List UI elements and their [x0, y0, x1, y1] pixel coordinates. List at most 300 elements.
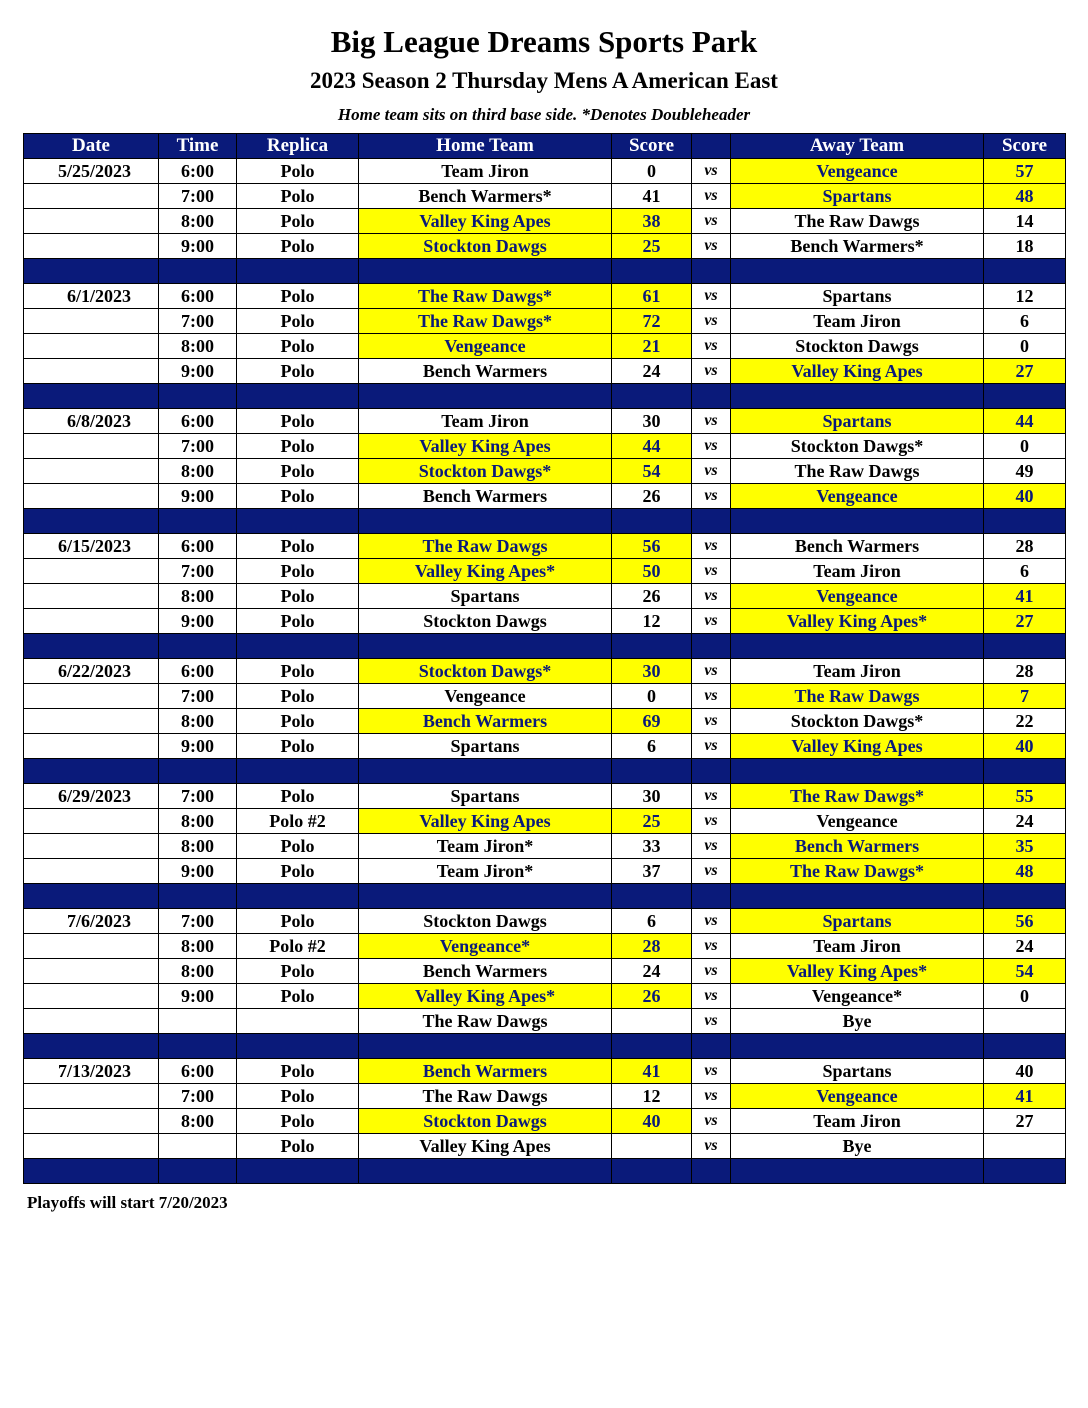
home-score: 12: [612, 1084, 692, 1109]
game-row: [24, 209, 1066, 234]
away-score: [984, 1134, 1066, 1159]
page-title: Big League Dreams Sports Park: [330, 24, 758, 59]
vs-label: vs: [692, 334, 731, 359]
home-team: Valley King Apes*: [359, 984, 612, 1009]
vs-label: vs: [692, 784, 731, 809]
game-time: 9:00: [159, 484, 237, 509]
away-team: The Raw Dawgs*: [731, 859, 984, 884]
game-replica: Polo: [237, 984, 359, 1009]
game-replica: Polo: [237, 1084, 359, 1109]
col-home-team: Home Team: [359, 134, 612, 159]
game-replica: Polo: [237, 209, 359, 234]
home-score: 30: [612, 659, 692, 684]
home-team: Bench Warmers*: [359, 184, 612, 209]
separator-cell: [731, 1034, 984, 1059]
game-time: 6:00: [159, 659, 237, 684]
away-score: 6: [984, 309, 1066, 334]
game-replica: Polo: [237, 909, 359, 934]
game-replica: Polo: [237, 659, 359, 684]
separator-cell: [359, 884, 612, 909]
separator-cell: [159, 759, 237, 784]
header-row: [24, 134, 1066, 159]
col-vs: [692, 134, 731, 159]
game-time: 6:00: [159, 1059, 237, 1084]
home-team: Valley King Apes: [359, 1134, 612, 1159]
game-date: [24, 234, 159, 259]
vs-label: vs: [692, 959, 731, 984]
separator-cell: [159, 634, 237, 659]
game-replica: Polo: [237, 234, 359, 259]
away-team: Spartans: [731, 909, 984, 934]
game-time: 7:00: [159, 434, 237, 459]
game-date: [24, 809, 159, 834]
separator-cell: [237, 1034, 359, 1059]
vs-label: vs: [692, 609, 731, 634]
away-team: Vengeance*: [731, 984, 984, 1009]
vs-label: vs: [692, 1084, 731, 1109]
game-time: [159, 1134, 237, 1159]
separator-cell: [692, 1159, 731, 1184]
vs-label: vs: [692, 284, 731, 309]
away-score: 12: [984, 284, 1066, 309]
home-score: 38: [612, 209, 692, 234]
game-replica: Polo: [237, 1059, 359, 1084]
vs-label: vs: [692, 734, 731, 759]
away-team: Bench Warmers*: [731, 234, 984, 259]
away-team: Valley King Apes*: [731, 609, 984, 634]
vs-label: vs: [692, 984, 731, 1009]
vs-label: vs: [692, 159, 731, 184]
game-replica: Polo: [237, 559, 359, 584]
vs-label: vs: [692, 859, 731, 884]
game-time: 9:00: [159, 609, 237, 634]
separator-cell: [612, 634, 692, 659]
game-replica: Polo: [237, 284, 359, 309]
game-date: [24, 209, 159, 234]
game-row: [24, 159, 1066, 184]
away-team: Spartans: [731, 409, 984, 434]
away-team: Team Jiron: [731, 659, 984, 684]
vs-label: vs: [692, 584, 731, 609]
away-score: 24: [984, 809, 1066, 834]
game-replica: Polo: [237, 309, 359, 334]
home-score: 0: [612, 159, 692, 184]
week-separator: [24, 1034, 1066, 1059]
game-replica: Polo: [237, 459, 359, 484]
away-score: 41: [984, 1084, 1066, 1109]
separator-cell: [984, 1034, 1066, 1059]
game-replica: Polo: [237, 1109, 359, 1134]
game-replica: Polo: [237, 584, 359, 609]
home-team: Vengeance: [359, 334, 612, 359]
game-date: [24, 484, 159, 509]
separator-cell: [612, 259, 692, 284]
vs-label: vs: [692, 534, 731, 559]
week-separator: [24, 1159, 1066, 1184]
away-score: 49: [984, 459, 1066, 484]
separator-cell: [692, 759, 731, 784]
away-team: The Raw Dawgs: [731, 459, 984, 484]
game-replica: Polo: [237, 709, 359, 734]
home-team: Stockton Dawgs: [359, 1109, 612, 1134]
home-team: Bench Warmers: [359, 1059, 612, 1084]
game-date: 5/25/2023: [24, 159, 159, 184]
away-score: 7: [984, 684, 1066, 709]
away-score: 40: [984, 1059, 1066, 1084]
separator-cell: [159, 1159, 237, 1184]
game-time: 9:00: [159, 859, 237, 884]
home-score: 25: [612, 809, 692, 834]
away-score: 18: [984, 234, 1066, 259]
home-score: 41: [612, 184, 692, 209]
separator-cell: [24, 759, 159, 784]
separator-cell: [731, 509, 984, 534]
home-score: 12: [612, 609, 692, 634]
home-score: [612, 1134, 692, 1159]
game-time: 8:00: [159, 209, 237, 234]
separator-cell: [984, 384, 1066, 409]
game-time: 7:00: [159, 909, 237, 934]
game-date: [24, 1009, 159, 1034]
vs-label: vs: [692, 659, 731, 684]
away-score: 35: [984, 834, 1066, 859]
vs-label: vs: [692, 1109, 731, 1134]
game-row: [24, 984, 1066, 1009]
game-time: 7:00: [159, 1084, 237, 1109]
away-score: 57: [984, 159, 1066, 184]
game-date: [24, 459, 159, 484]
game-date: 6/15/2023: [24, 534, 159, 559]
game-date: [24, 734, 159, 759]
home-team: Stockton Dawgs*: [359, 459, 612, 484]
game-date: [24, 1109, 159, 1134]
home-team: Bench Warmers: [359, 709, 612, 734]
game-date: 6/1/2023: [24, 284, 159, 309]
game-time: 8:00: [159, 809, 237, 834]
away-team: Team Jiron: [731, 309, 984, 334]
game-date: 6/29/2023: [24, 784, 159, 809]
separator-cell: [984, 759, 1066, 784]
game-date: [24, 584, 159, 609]
separator-cell: [159, 509, 237, 534]
away-score: 56: [984, 909, 1066, 934]
game-date: [24, 959, 159, 984]
game-row: [24, 184, 1066, 209]
home-score: 24: [612, 359, 692, 384]
away-team: Vengeance: [731, 484, 984, 509]
game-time: 7:00: [159, 309, 237, 334]
game-time: 9:00: [159, 359, 237, 384]
separator-cell: [359, 384, 612, 409]
game-row: [24, 1134, 1066, 1159]
separator-cell: [159, 384, 237, 409]
away-score: 54: [984, 959, 1066, 984]
game-date: [24, 859, 159, 884]
game-time: 6:00: [159, 534, 237, 559]
home-team: Bench Warmers: [359, 484, 612, 509]
separator-cell: [24, 1034, 159, 1059]
home-score: 30: [612, 409, 692, 434]
game-date: [24, 334, 159, 359]
game-time: 8:00: [159, 334, 237, 359]
separator-cell: [692, 1034, 731, 1059]
separator-cell: [24, 884, 159, 909]
home-team: Valley King Apes: [359, 434, 612, 459]
home-score: 21: [612, 334, 692, 359]
col-home-score: Score: [612, 134, 692, 159]
home-score: 24: [612, 959, 692, 984]
away-team: Bye: [731, 1009, 984, 1034]
separator-cell: [159, 1034, 237, 1059]
vs-label: vs: [692, 234, 731, 259]
game-replica: [237, 1009, 359, 1034]
game-row: [24, 234, 1066, 259]
game-date: [24, 184, 159, 209]
game-date: [24, 1084, 159, 1109]
vs-label: vs: [692, 209, 731, 234]
vs-label: vs: [692, 809, 731, 834]
game-row: [24, 1109, 1066, 1134]
away-score: 22: [984, 709, 1066, 734]
game-row: [24, 709, 1066, 734]
game-row: [24, 659, 1066, 684]
away-score: [984, 1009, 1066, 1034]
home-score: 37: [612, 859, 692, 884]
separator-cell: [731, 259, 984, 284]
game-time: 8:00: [159, 459, 237, 484]
away-team: Bye: [731, 1134, 984, 1159]
game-date: [24, 609, 159, 634]
vs-label: vs: [692, 459, 731, 484]
game-replica: Polo: [237, 434, 359, 459]
game-time: 6:00: [159, 284, 237, 309]
game-row: [24, 584, 1066, 609]
game-replica: Polo: [237, 359, 359, 384]
game-time: 8:00: [159, 1109, 237, 1134]
col-replica: Replica: [237, 134, 359, 159]
game-row: [24, 334, 1066, 359]
week-separator: [24, 384, 1066, 409]
away-team: Valley King Apes*: [731, 959, 984, 984]
separator-cell: [612, 509, 692, 534]
col-date: Date: [24, 134, 159, 159]
game-row: [24, 359, 1066, 384]
separator-cell: [24, 259, 159, 284]
game-row: [24, 734, 1066, 759]
separator-cell: [612, 1159, 692, 1184]
game-date: 6/8/2023: [24, 409, 159, 434]
separator-cell: [237, 259, 359, 284]
game-replica: Polo: [237, 184, 359, 209]
away-team: Team Jiron: [731, 934, 984, 959]
game-row: [24, 784, 1066, 809]
separator-cell: [237, 384, 359, 409]
game-replica: Polo #2: [237, 934, 359, 959]
home-score: 41: [612, 1059, 692, 1084]
game-replica: Polo: [237, 834, 359, 859]
home-team: Team Jiron: [359, 409, 612, 434]
home-team: Valley King Apes: [359, 809, 612, 834]
game-date: [24, 684, 159, 709]
game-time: 8:00: [159, 584, 237, 609]
home-score: 6: [612, 909, 692, 934]
week-separator: [24, 884, 1066, 909]
away-team: Stockton Dawgs*: [731, 709, 984, 734]
separator-cell: [359, 259, 612, 284]
away-score: 0: [984, 984, 1066, 1009]
away-score: 28: [984, 659, 1066, 684]
separator-cell: [692, 384, 731, 409]
game-date: [24, 834, 159, 859]
home-team: Team Jiron*: [359, 834, 612, 859]
game-replica: Polo: [237, 409, 359, 434]
game-date: [24, 1134, 159, 1159]
game-date: [24, 559, 159, 584]
vs-label: vs: [692, 409, 731, 434]
game-time: 7:00: [159, 184, 237, 209]
separator-cell: [159, 259, 237, 284]
separator-cell: [237, 509, 359, 534]
schedule-table: [23, 133, 1066, 1184]
separator-cell: [984, 1159, 1066, 1184]
away-team: Team Jiron: [731, 1109, 984, 1134]
game-replica: Polo: [237, 334, 359, 359]
vs-label: vs: [692, 359, 731, 384]
game-row: [24, 684, 1066, 709]
home-team: Spartans: [359, 584, 612, 609]
game-replica: Polo: [237, 1134, 359, 1159]
vs-label: vs: [692, 1059, 731, 1084]
separator-cell: [692, 634, 731, 659]
away-team: Vengeance: [731, 159, 984, 184]
vs-label: vs: [692, 309, 731, 334]
game-replica: Polo: [237, 609, 359, 634]
game-row: [24, 559, 1066, 584]
game-replica: Polo: [237, 784, 359, 809]
separator-cell: [731, 759, 984, 784]
col-away-score: Score: [984, 134, 1066, 159]
game-date: 7/6/2023: [24, 909, 159, 934]
week-separator: [24, 259, 1066, 284]
away-score: 48: [984, 859, 1066, 884]
home-team: Bench Warmers: [359, 359, 612, 384]
separator-cell: [692, 884, 731, 909]
game-row: [24, 1009, 1066, 1034]
game-replica: Polo: [237, 534, 359, 559]
separator-cell: [24, 634, 159, 659]
away-score: 14: [984, 209, 1066, 234]
home-score: 26: [612, 584, 692, 609]
vs-label: vs: [692, 934, 731, 959]
away-team: Vengeance: [731, 584, 984, 609]
separator-cell: [237, 634, 359, 659]
separator-cell: [24, 1159, 159, 1184]
game-row: [24, 1084, 1066, 1109]
separator-cell: [359, 1159, 612, 1184]
home-score: 56: [612, 534, 692, 559]
separator-cell: [24, 509, 159, 534]
home-score: 26: [612, 984, 692, 1009]
vs-label: vs: [692, 909, 731, 934]
col-away-team: Away Team: [731, 134, 984, 159]
away-team: The Raw Dawgs*: [731, 784, 984, 809]
vs-label: vs: [692, 559, 731, 584]
game-date: 7/13/2023: [24, 1059, 159, 1084]
away-score: 28: [984, 534, 1066, 559]
away-team: Stockton Dawgs: [731, 334, 984, 359]
separator-cell: [359, 634, 612, 659]
home-score: [612, 1009, 692, 1034]
away-team: Valley King Apes: [731, 359, 984, 384]
home-score: 0: [612, 684, 692, 709]
home-team: The Raw Dawgs: [359, 1084, 612, 1109]
away-team: Bench Warmers: [731, 534, 984, 559]
away-team: Valley King Apes: [731, 734, 984, 759]
game-date: [24, 359, 159, 384]
game-row: [24, 284, 1066, 309]
home-team: Stockton Dawgs: [359, 234, 612, 259]
away-score: 0: [984, 434, 1066, 459]
home-team: Stockton Dawgs: [359, 909, 612, 934]
home-score: 25: [612, 234, 692, 259]
separator-cell: [359, 509, 612, 534]
away-score: 27: [984, 1109, 1066, 1134]
game-replica: Polo #2: [237, 809, 359, 834]
separator-cell: [612, 1034, 692, 1059]
separator-cell: [612, 384, 692, 409]
game-date: [24, 309, 159, 334]
home-score: 50: [612, 559, 692, 584]
home-team: Spartans: [359, 784, 612, 809]
separator-cell: [984, 634, 1066, 659]
game-time: 8:00: [159, 959, 237, 984]
away-team: The Raw Dawgs: [731, 684, 984, 709]
away-score: 41: [984, 584, 1066, 609]
game-row: [24, 934, 1066, 959]
game-date: [24, 934, 159, 959]
home-team: The Raw Dawgs*: [359, 284, 612, 309]
game-replica: Polo: [237, 484, 359, 509]
vs-label: vs: [692, 1134, 731, 1159]
game-row: [24, 309, 1066, 334]
separator-cell: [159, 884, 237, 909]
separator-cell: [692, 509, 731, 534]
game-date: 6/22/2023: [24, 659, 159, 684]
away-team: Vengeance: [731, 809, 984, 834]
separator-cell: [731, 1159, 984, 1184]
game-replica: Polo: [237, 684, 359, 709]
game-row: [24, 959, 1066, 984]
away-score: 0: [984, 334, 1066, 359]
game-replica: Polo: [237, 734, 359, 759]
home-team: The Raw Dawgs*: [359, 309, 612, 334]
home-team: Spartans: [359, 734, 612, 759]
separator-cell: [984, 509, 1066, 534]
home-score: 54: [612, 459, 692, 484]
game-time: 7:00: [159, 784, 237, 809]
away-score: 48: [984, 184, 1066, 209]
home-score: 72: [612, 309, 692, 334]
home-team: The Raw Dawgs: [359, 1009, 612, 1034]
away-score: 40: [984, 734, 1066, 759]
away-score: 40: [984, 484, 1066, 509]
vs-label: vs: [692, 684, 731, 709]
game-replica: Polo: [237, 959, 359, 984]
separator-cell: [359, 759, 612, 784]
home-score: 6: [612, 734, 692, 759]
home-score: 26: [612, 484, 692, 509]
col-time: Time: [159, 134, 237, 159]
